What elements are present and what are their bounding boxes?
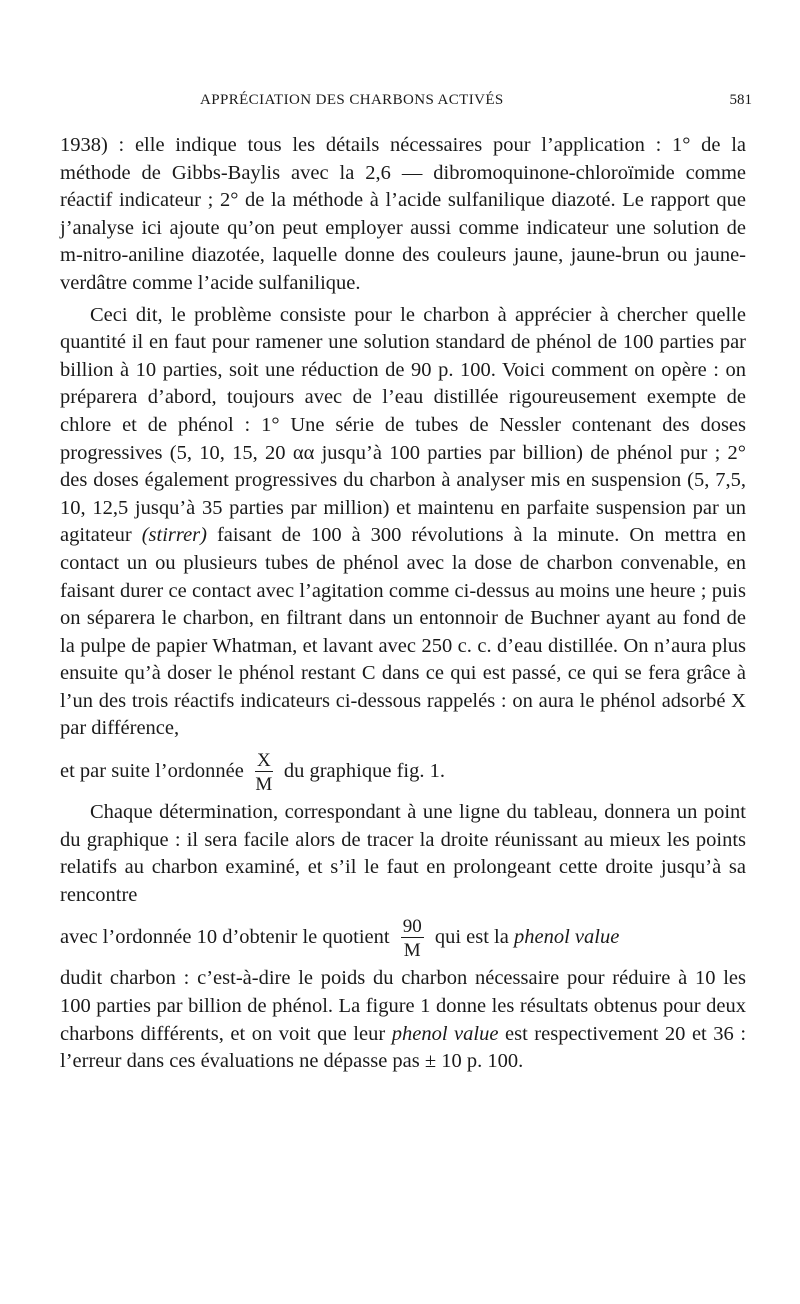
italic-term-phenol-value-2: phenol value (391, 1022, 499, 1045)
paragraph-3-end-text: est respectivement 20 et 36 : l’erreur dans ces évaluations ne dépasse pas ± 10 p. 100. (60, 1022, 747, 1073)
italic-term-phenol-value: phenol value (513, 926, 620, 949)
fraction-x-over-m (255, 751, 273, 794)
paragraph-2 (60, 302, 746, 744)
italic-term-stirrer: (stirrer) (141, 524, 207, 547)
paragraph-3-text: Chaque détermination, correspondant à une ligne du tableau, donnera un point du graphique : il sera facile alors de tracer la droite réunissant au mieux les points relatifs au charbon examiné, et s’il le faut en prolongeant cette droite jusqu’à sa rencontre (60, 801, 746, 906)
running-title: APPRÉCIATION DES CHARBONS ACTIVÉS (200, 92, 504, 108)
paragraph-1: 1938) : elle indique tous les détails nécessaires pour l’application : 1° de la méthode de Gibbs-Baylis avec la 2,6 — dibromoquinone-chloroïmide comme réactif indicateur ; 2° de la méthode à l’acide sulfanilique diazoté. Le rapport que j’analyse ici ajoute qu’on peut employer aussi comme indicateur une solution de m-nitro-aniline diazotée, laquelle donne des couleurs jaune, jaune-brun ou jaune-verdâtre comme l’acide sulfanilique. (60, 134, 746, 294)
fraction-90-over-m (401, 917, 424, 960)
ordinate-text: et par suite l’ordonnée (60, 760, 244, 783)
paragraph-3 (60, 799, 746, 909)
paragraph-3-cont-text: dudit charbon : c’est-à-dire le poids du charbon nécessaire pour réduire à 10 les 100 parties par billion de phénol. La figure 1 donne les résultats obtenus pour deux charbons différents, et on voit que leur (60, 967, 746, 1045)
fraction-numerator: 90 (402, 916, 422, 938)
fraction-denominator: M (255, 773, 273, 795)
fraction-numerator: X (256, 749, 271, 771)
page-number: 581 (729, 92, 752, 108)
paragraph-2-last-line (60, 743, 746, 799)
paragraph-2-text: Ceci dit, le problème consiste pour le charbon à apprécier à chercher quelle quantité il en faut pour ramener une solution standard de phénol de 100 parties par billion à 10 parties, soit une réduction de 90 p. 100. Voici comment on opère : on préparera d’abord, toujours avec de l’eau distillée rigoureusement exempte de chlore et de phénol : 1° Une série de tubes de Nessler contenant des doses progressives (5, 10, 15, 20 αα jusqu’à 100 parties par billion) de phénol pur ; 2° des doses également progressives du charbon à analyser mis en suspension (5, 7,5, 10, 12,5 jusqu’à 35 parties par million) et maintenu en parfaite suspension par un agitateur (60, 303, 746, 547)
quotient-suffix-text: qui est la (434, 926, 509, 949)
quotient-text: avec l’ordonnée 10 d’obtenir le quotient (60, 926, 390, 949)
fraction-denominator: M (403, 940, 421, 962)
graph-reference-text: du graphique fig. 1. (283, 760, 445, 783)
page-header (0, 92, 800, 116)
paragraph-3-fraction-line (60, 909, 746, 965)
body-text (60, 132, 746, 1076)
paragraph-2-continued: faisant de 100 à 300 révolutions à la minute. On mettra en contact un ou plusieurs tubes de phénol avec la dose de charbon convenable, en faisant durer ce contact avec l’agitation comme ci-dessus au moins une heure ; puis on séparera le charbon, en filtrant dans un entonnoir de Buchner ayant au fond de la pulpe de papier Whatman, et lavant avec 250 c. c. d’eau distillée. On n’aura plus ensuite qu’à doser le phénol restant C dans ce qui est passé, ce qui se fera grâce à l’un des trois réactifs indicateurs ci-dessous rappelés : on aura le phénol adsorbé X par différence, (60, 524, 747, 740)
paragraph-3-continued (60, 965, 746, 1075)
